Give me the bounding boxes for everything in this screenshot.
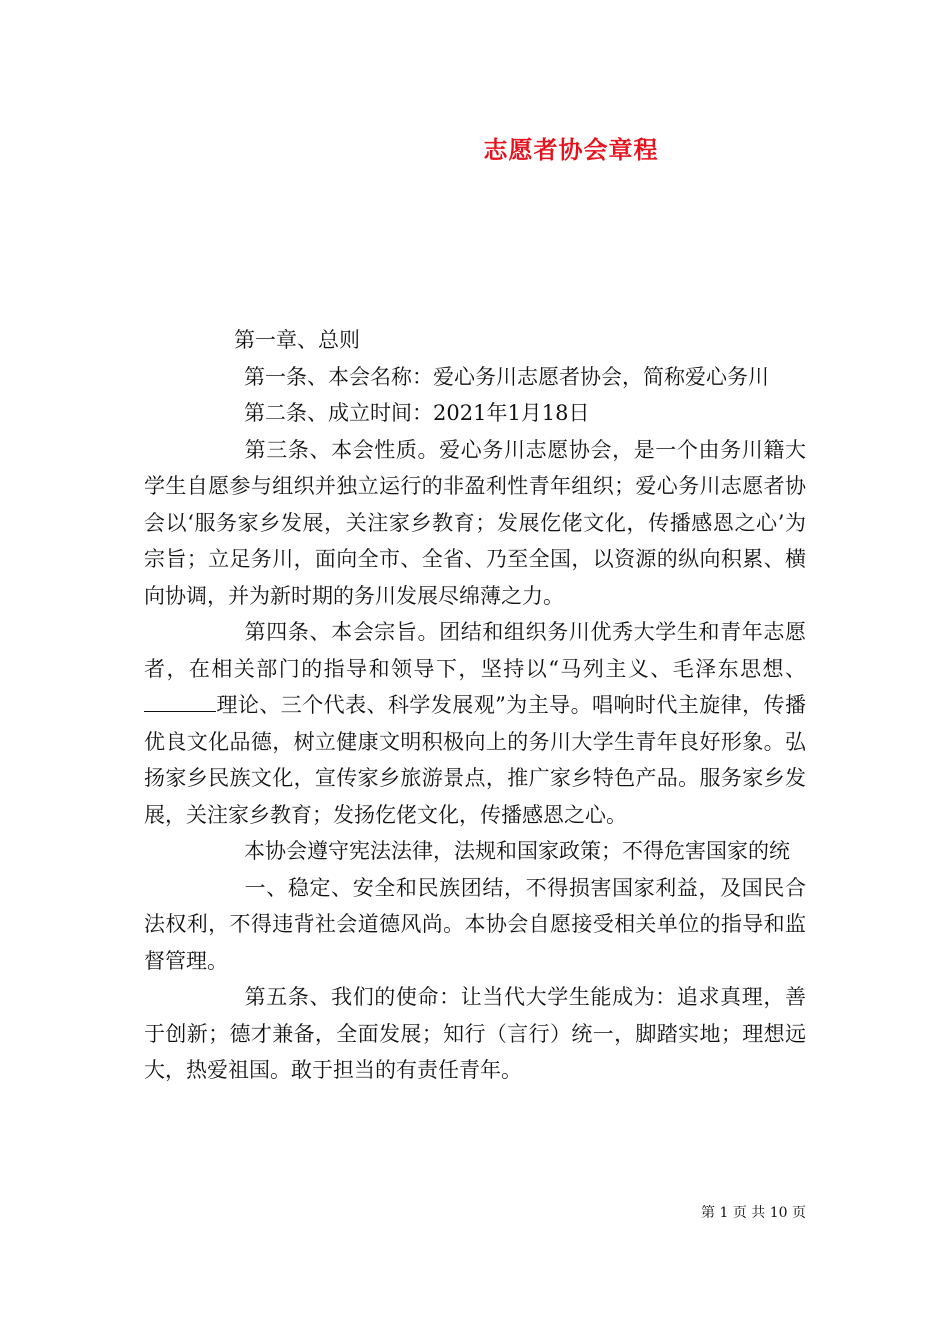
compliance-text: 本协会遵守宪法法律，法规和国家政策；不得危害国家的统 — [244, 839, 790, 863]
document-body — [144, 322, 806, 1089]
chapter-heading: 第一章、总则 — [234, 328, 360, 352]
article-5 — [144, 979, 806, 1089]
compliance-paragraph — [144, 833, 806, 870]
blank-underline — [144, 693, 216, 712]
article-5-text: 第五条、我们的使命：让当代大学生能成为：追求真理，善于创新；德才兼备，全面发展；知行（言行）统一，脚踏实地；理想远大，热爱祖国。敢于担当的有责任青年。 — [144, 985, 806, 1082]
article-4-text-part2: 理论、三个代表、科学发展观”为主导。唱响时代主旋律，传播优良文化品德，树立健康文明积极向上的务川大学生青年良好形象。弘扬家乡民族文化，宣传家乡旅游景点，推广家乡特色产品。服务家乡发展，关注家乡教育；发扬仡佬文化，传播感恩之心。 — [144, 693, 806, 827]
article-3-text: 第三条、本会性质。爱心务川志愿协会，是一个由务川籍大学生自愿参与组织并独立运行的非盈利性青年组织；爱心务川志愿者协会以‘服务家乡发展，关注家乡教育；发展仡佬文化，传播感恩之心’为宗旨；立足务川，面向全市、全省、乃至全国，以资源的纵向积累、横向协调，并为新时期的务川发展尽绵薄之力。 — [144, 437, 806, 608]
compliance-continued — [144, 870, 806, 980]
article-4 — [144, 614, 806, 833]
page-number: 第 1 页 共 10 页 — [701, 1205, 806, 1221]
compliance-continued-text: 一、稳定、安全和民族团结，不得损害国家利益，及国民合法权利，不得违背社会道德风尚。本协会自愿接受相关单位的指导和监督管理。 — [144, 875, 806, 973]
article-2: 第二条、成立时间：2021年1月18日 — [244, 401, 590, 425]
article-4-text-part1: 第四条、本会宗旨。团结和组织务川优秀大学生和青年志愿者，在相关部门的指导和领导下，坚持以“马列主义、毛泽东思想、 — [144, 620, 806, 681]
document-title: 志愿者协会章程 — [483, 136, 659, 164]
article-3 — [144, 432, 806, 615]
article-1: 第一条、本会名称：爱心务川志愿者协会，简称爱心务川 — [244, 364, 769, 389]
